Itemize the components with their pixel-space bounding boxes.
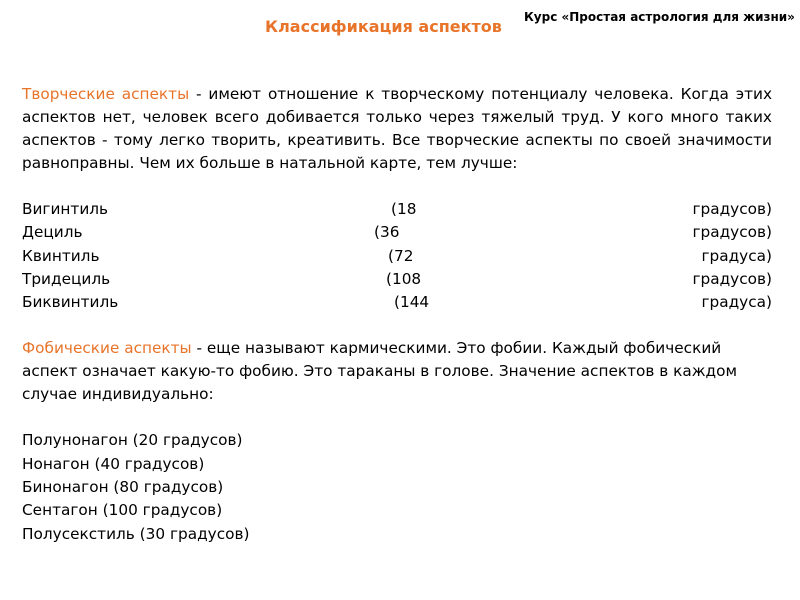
creative-aspect-row xyxy=(22,245,772,268)
phobic-aspect-item: Бинонагон (80 градусов) xyxy=(22,478,224,497)
phobic-aspect-item: Нонагон (40 градусов) xyxy=(22,454,205,473)
phobic-aspects-paragraph xyxy=(22,337,772,406)
creative-aspect-row xyxy=(22,291,772,314)
aspect-unit: градуса) xyxy=(701,293,772,312)
slide-content xyxy=(22,83,772,546)
creative-aspects-description: - имеют отношение к творческому потенциалу человека. Когда этих аспектов нет, человек всего добивается только через тяжелый труд. У кого много таких аспектов - тому легко творить, креативить. Все творческие аспекты по своей значимости равноправны. Чем их больше в натальной карте, тем лучше: xyxy=(22,85,773,172)
aspect-unit: градусов) xyxy=(692,200,772,218)
aspect-unit: градусов) xyxy=(692,269,772,288)
aspect-degrees: (18 xyxy=(391,200,417,218)
course-label: Курс «Простая астрология для жизни» xyxy=(524,10,795,24)
aspect-name: Квинтиль xyxy=(22,246,100,265)
creative-aspect-row xyxy=(22,268,772,291)
phobic-aspect-item: Полунонагон (20 градусов) xyxy=(22,431,243,450)
creative-aspect-row xyxy=(22,198,772,221)
phobic-aspect-item: Сентагон (100 градусов) xyxy=(22,501,223,520)
aspect-degrees: (108 xyxy=(386,269,422,288)
creative-aspects-paragraph xyxy=(22,83,772,175)
aspect-name: Вигинтиль xyxy=(22,200,109,218)
aspect-name: Тридециль xyxy=(22,269,111,288)
creative-aspect-row xyxy=(22,221,772,244)
aspect-degrees: (72 xyxy=(388,246,414,265)
aspect-degrees: (36 xyxy=(374,223,400,242)
aspect-unit: градусов) xyxy=(692,223,772,242)
aspect-name: Дециль xyxy=(22,223,83,242)
creative-aspects-term: Творческие аспекты xyxy=(22,85,190,103)
aspect-unit: градуса) xyxy=(701,246,772,265)
aspect-degrees: (144 xyxy=(394,293,430,312)
phobic-aspects-term: Фобические аспекты xyxy=(22,339,192,358)
phobic-aspects-description: - еще называют кармическими. Это фобии. Каждый фобический аспект означает какую-то фобию. Это тараканы в голове. Значение аспектов в каждом случае индивидуально: xyxy=(22,339,737,404)
phobic-aspect-item: Полусекстиль (30 градусов) xyxy=(22,524,250,543)
page-title: Классификация аспектов xyxy=(265,17,502,36)
aspect-name: Биквинтиль xyxy=(22,293,119,312)
